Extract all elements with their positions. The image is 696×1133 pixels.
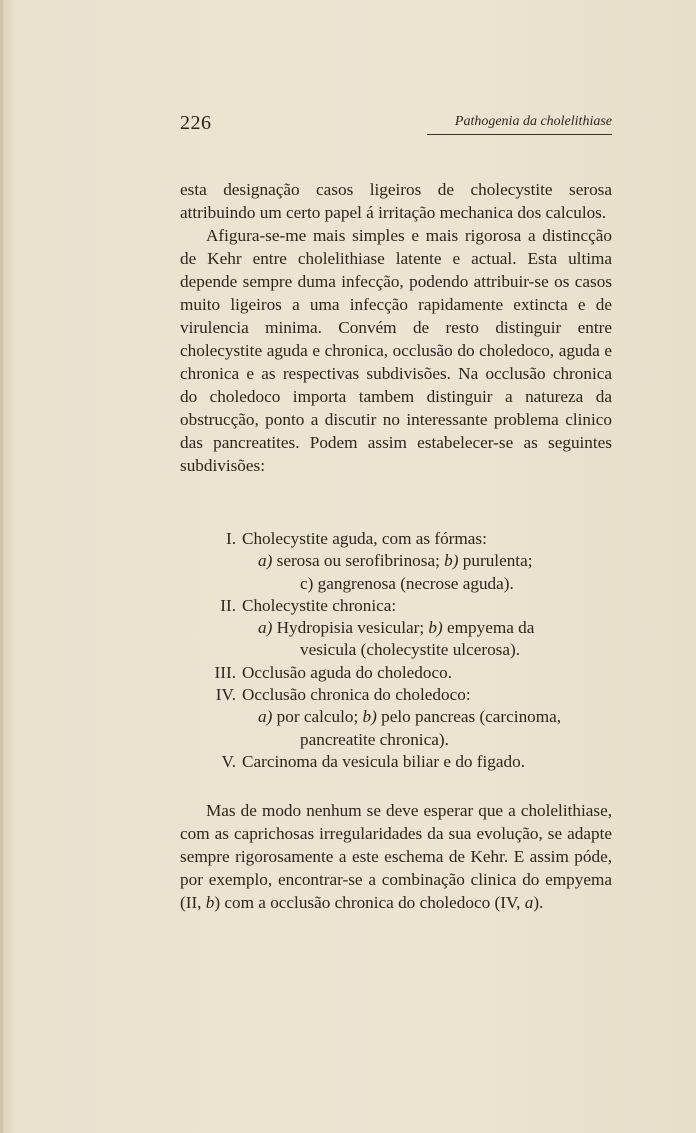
list-item-ii <box>180 595 612 617</box>
list-item-text: Cholecystite aguda, com as fórmas: <box>242 529 487 548</box>
page-header <box>180 112 612 138</box>
sub-text-a: por calculo; <box>272 707 363 727</box>
sub-label-a: a) <box>258 707 273 727</box>
list-item-text: Cholecystite chronica: <box>242 595 397 615</box>
list-subitem: pancreatite chronica). <box>300 729 449 749</box>
sub-label-a: a <box>524 893 534 912</box>
list-item-text: Occlusão aguda do choledoco. <box>242 662 452 682</box>
paragraph-kehr-distinction: Afigura-se-me mais simples e mais rigorosa a distincção de Kehr entre cholelithiase latente e actual. Esta ultima depende sempre duma infecção, podendo attribuir-se os casos muito ligeiros a uma infecção rapidamente extincta e de virulencia minima. Convém de resto distinguir entre cholecystite aguda e chronica, occlusão do choledoco, aguda e chronica e as respectivas subdivisões. Na occlusão chronica do choledoco importa tambem distinguir a natureza da obstrucção, ponto a discutir no interessante problema clinico das pancreatites. Podem assim estabelecer-se as seguintes subdivisões: <box>180 226 612 475</box>
sub-text-b: pelo pancreas (carcinoma, <box>376 707 562 727</box>
closing-text-part: ) com a occlusão chronica do choledoco (IV, <box>214 893 525 912</box>
closing-text <box>180 799 612 914</box>
sub-text-b: purulenta; <box>458 551 533 571</box>
closing-text-part: Mas de modo nenhum se deve esperar que a cholelithiase, com as caprichosas irregularidades da sua evolução, se adapte sempre rigorosamente a este eschema de Kehr. E assim póde, por exemplo, encontrar-se a combinação clinica do empyema (II, <box>180 801 612 912</box>
body-text <box>180 178 612 477</box>
closing-text-part: ). <box>533 893 544 912</box>
sub-text-a: Hydropisia vesicular; <box>272 618 429 638</box>
sub-label-a: a) <box>258 618 273 638</box>
sub-label-b: b) <box>444 551 459 571</box>
running-title: Pathogenia da cholelithiase <box>454 114 612 129</box>
paragraph-continuation: esta designação casos ligeiros de cholecystite serosa attribuindo um certo papel á irritação mechanica dos calculos. <box>180 180 612 222</box>
sub-text-b: empyema da <box>442 618 535 638</box>
sub-label-a: a) <box>258 551 273 571</box>
header-rule <box>427 134 612 135</box>
closing-paragraph <box>180 799 612 914</box>
subdivision-list <box>180 528 612 773</box>
list-item-text: Occlusão chronica do choledoco: <box>242 685 471 705</box>
list-subitem: vesicula (cholecystite ulcerosa). <box>300 640 520 660</box>
roman-numeral: II. <box>220 595 236 615</box>
roman-numeral: III. <box>214 662 236 682</box>
list-subitem <box>180 706 612 728</box>
list-subitem <box>180 550 612 572</box>
roman-numeral: IV. <box>215 685 236 705</box>
roman-numeral: I. <box>225 529 236 548</box>
list-subitem: c) gangrenosa (necrose aguda). <box>300 573 514 593</box>
sub-label-b: b <box>205 893 215 912</box>
list-item-iii <box>180 662 612 684</box>
list-item-text: Carcinoma da vesicula biliar e do figado. <box>242 751 526 771</box>
list-item-i <box>180 528 612 550</box>
sub-label-b: b) <box>362 707 377 727</box>
list-item-v <box>180 751 612 773</box>
sub-text-a: serosa ou serofibrinosa; <box>272 551 445 571</box>
list-item-iv <box>180 684 612 706</box>
page-number: 226 <box>180 112 212 134</box>
list-subitem <box>180 617 612 639</box>
roman-numeral: V. <box>221 751 236 771</box>
sub-label-b: b) <box>428 618 443 638</box>
